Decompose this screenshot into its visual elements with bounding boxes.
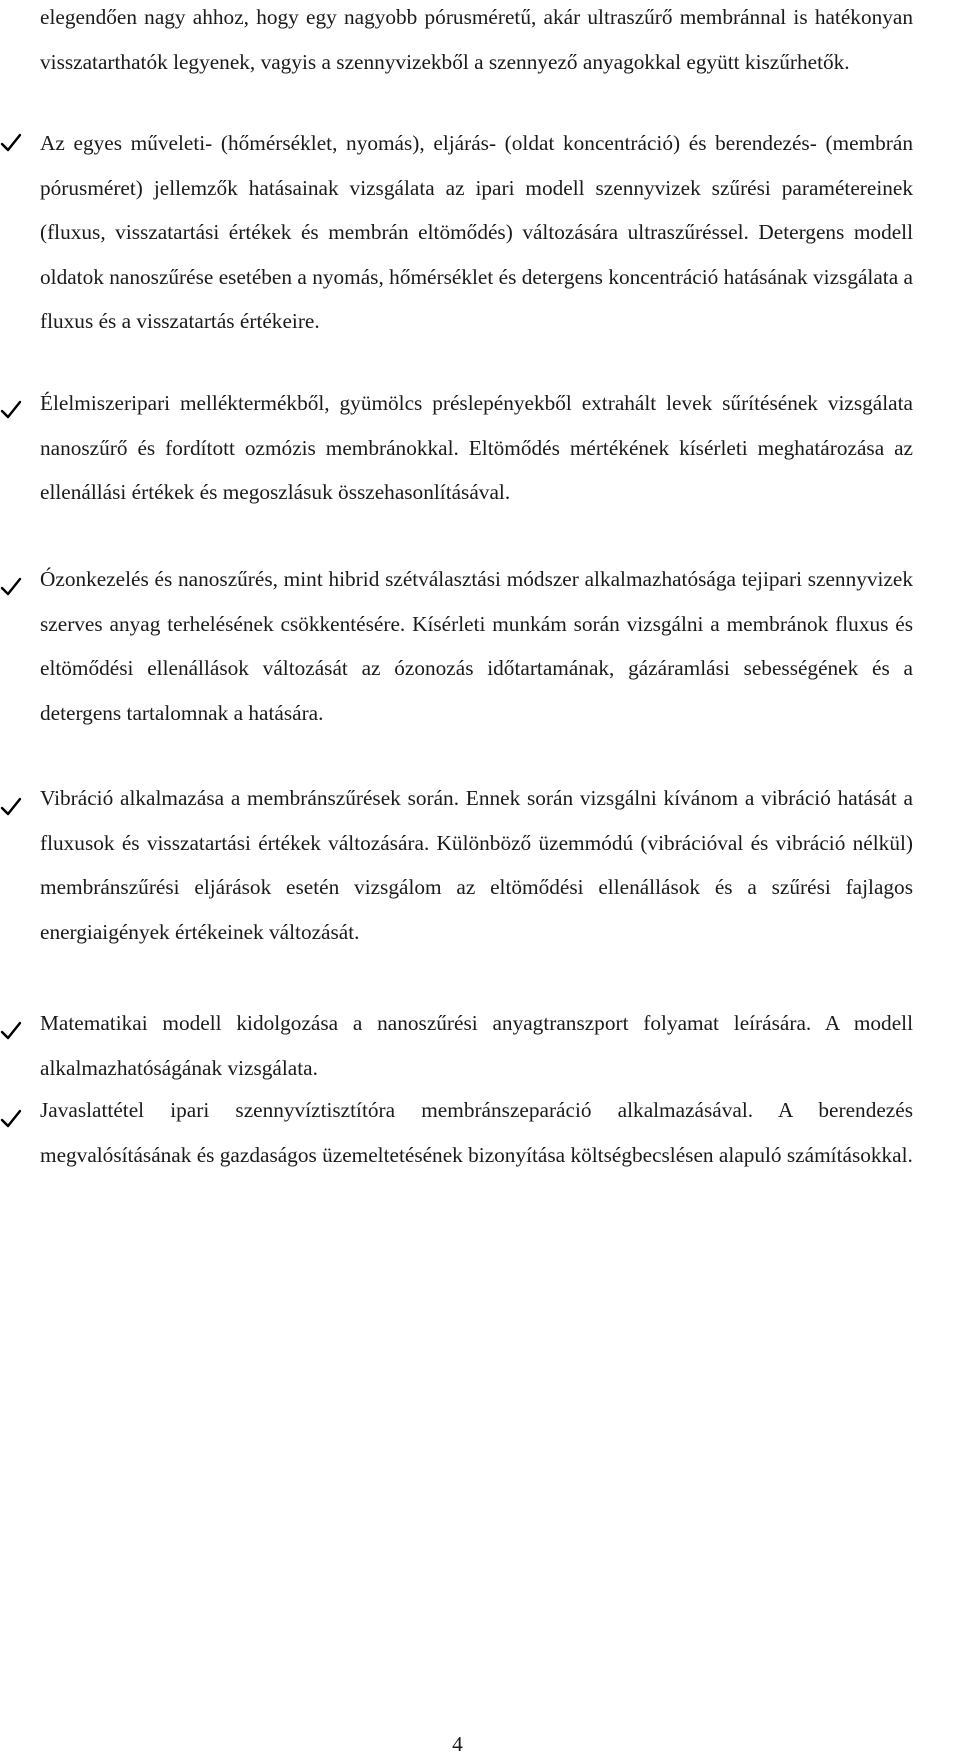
list-item: Matematikai modell kidolgozása a nanoszűrési anyagtranszport folyamat leírására. A modell alkalmazhatóságának vizsgálata. bbox=[40, 1011, 913, 1080]
checkmark-icon bbox=[0, 576, 30, 606]
intro-paragraph: elegendően nagy ahhoz, hogy egy nagyobb pórusméretű, akár ultraszűrő membránnal is hatékonyan visszatarthatók legyenek, vagyis a szennyvizekből a szennyező anyagokkal együtt kiszűrhetők. bbox=[40, 5, 913, 74]
list-item: Élelmiszeripari melléktermékből, gyümölcs préslepényekből extrahált levek sűrítésének vizsgálata nanoszűrő és fordított ozmózis membránokkal. Eltömődés mértékének kísérleti meghatározása az ellenállási értékek és megoszlásuk összehasonlításával. bbox=[40, 391, 913, 504]
checkmark-icon bbox=[0, 132, 30, 162]
list-item: Az egyes műveleti- (hőmérséklet, nyomás), eljárás- (oldat koncentráció) és berendezés- (membrán pórusméret) jellemzők hatásainak vizsgálata az ipari modell szennyvizek szűrési paramétereinek (fluxus, visszatartási értékek és membrán eltömődés) változására ultraszűréssel. Detergens modell oldatok nanoszűrése esetében a nyomás, hőmérséklet és detergens koncentráció hatásának vizsgálata a fluxus és a visszatartás értékeire. bbox=[40, 131, 913, 333]
checkmark-icon bbox=[0, 1020, 30, 1050]
checkmark-icon bbox=[0, 1108, 30, 1138]
list-item: Ózonkezelés és nanoszűrés, mint hibrid szétválasztási módszer alkalmazhatósága tejipari szennyvizek szerves anyag terhelésének csökkentésére. Kísérleti munkám során vizsgálni a membránok fluxus és eltömődési ellenállások változását az ózonozás időtartamának, gázáramlási sebességének és a detergens tartalomnak a hatására. bbox=[40, 567, 913, 725]
checkmark-icon bbox=[0, 399, 30, 429]
list-item: Javaslattétel ipari szennyvíztisztítóra membránszeparáció alkalmazásával. A berendezés megvalósításának és gazdaságos üzemeltetésének bizonyítása költségbecslésen alapuló számításokkal. bbox=[40, 1098, 913, 1167]
checkmark-icon bbox=[0, 796, 30, 826]
list-item: Vibráció alkalmazása a membránszűrések során. Ennek során vizsgálni kívánom a vibráció hatását a fluxusok és visszatartási értékek változására. Különböző üzemmódú (vibrációval és vibráció nélkül) membránszűrési eljárások esetén vizsgálom az eltömődési ellenállások és a szűrési fajlagos energiaigények értékeinek változását. bbox=[40, 786, 913, 944]
page-number: 4 bbox=[452, 1732, 463, 1756]
